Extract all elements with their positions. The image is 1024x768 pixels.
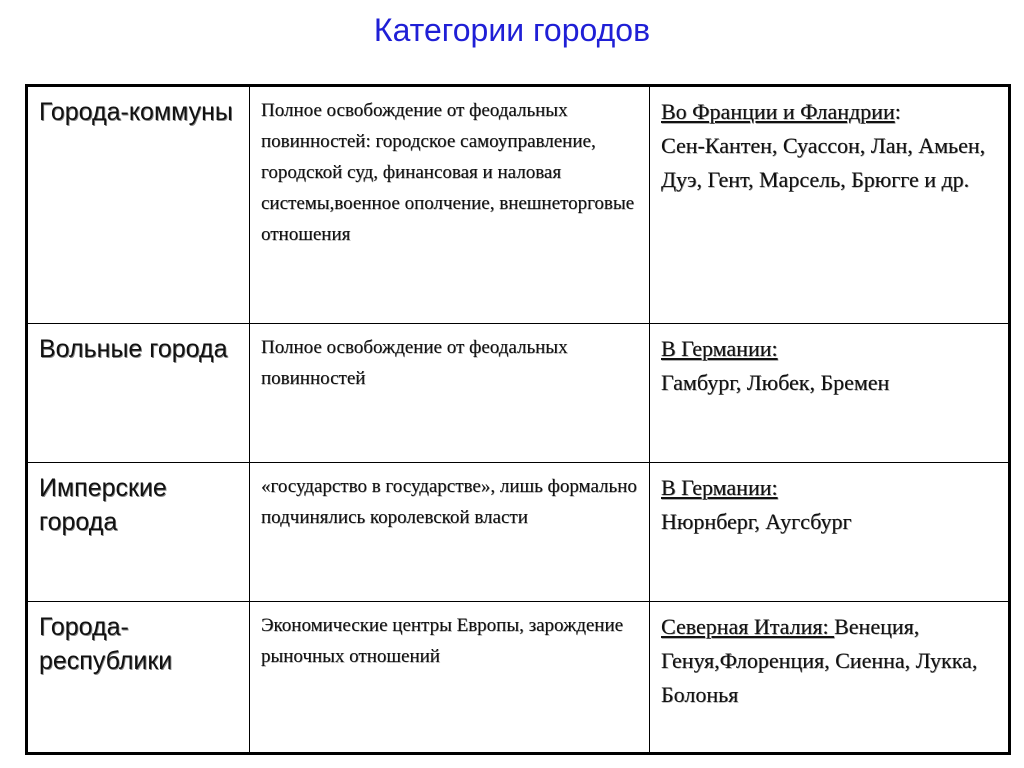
region-label: Северная Италия:: [661, 614, 835, 639]
examples-cell: [650, 86, 1010, 324]
description-cell: Экономические центры Европы, зарождение рыночных отношений: [250, 602, 650, 754]
examples-cell: [650, 602, 1010, 754]
city-list: Венеция, Генуя,Флоренция, Сиенна, Лукка, Болонья: [661, 614, 978, 707]
description-cell: Полное освобождение от феодальных повинностей: [250, 324, 650, 463]
region-label: Во Франции и Фландрии: [661, 99, 895, 124]
examples-cell: [650, 324, 1010, 463]
examples-cell: [650, 463, 1010, 602]
table-row: [27, 324, 1010, 463]
description-cell: Полное освобождение от феодальных повинностей: городское самоуправление, городской суд, финансовая и наловая системы,военное ополчение, внешнеторговые отношения: [250, 86, 650, 324]
category-cell: Города-коммуны: [27, 86, 250, 324]
table-row: [27, 602, 1010, 754]
city-list: Нюрнберг, Аугсбург: [661, 509, 852, 534]
region-suffix: :: [894, 99, 901, 124]
table-row: [27, 463, 1010, 602]
category-cell: Вольные города: [27, 324, 250, 463]
category-cell: Города-республики: [27, 602, 250, 754]
city-list: Гамбург, Любек, Бремен: [661, 370, 890, 395]
region-label: В Германии:: [661, 336, 778, 361]
table-row: [27, 86, 1010, 324]
region-label: В Германии:: [661, 475, 778, 500]
city-list: Сен-Кантен, Суассон, Лан, Амьен, Дуэ, Гент, Марсель, Брюгге и др.: [661, 133, 986, 192]
page-title: Категории городов: [373, 12, 651, 48]
category-cell: Имперские города: [27, 463, 250, 602]
city-categories-table: [25, 84, 1011, 755]
description-cell: «государство в государстве», лишь формально подчинялись королевской власти: [250, 463, 650, 602]
